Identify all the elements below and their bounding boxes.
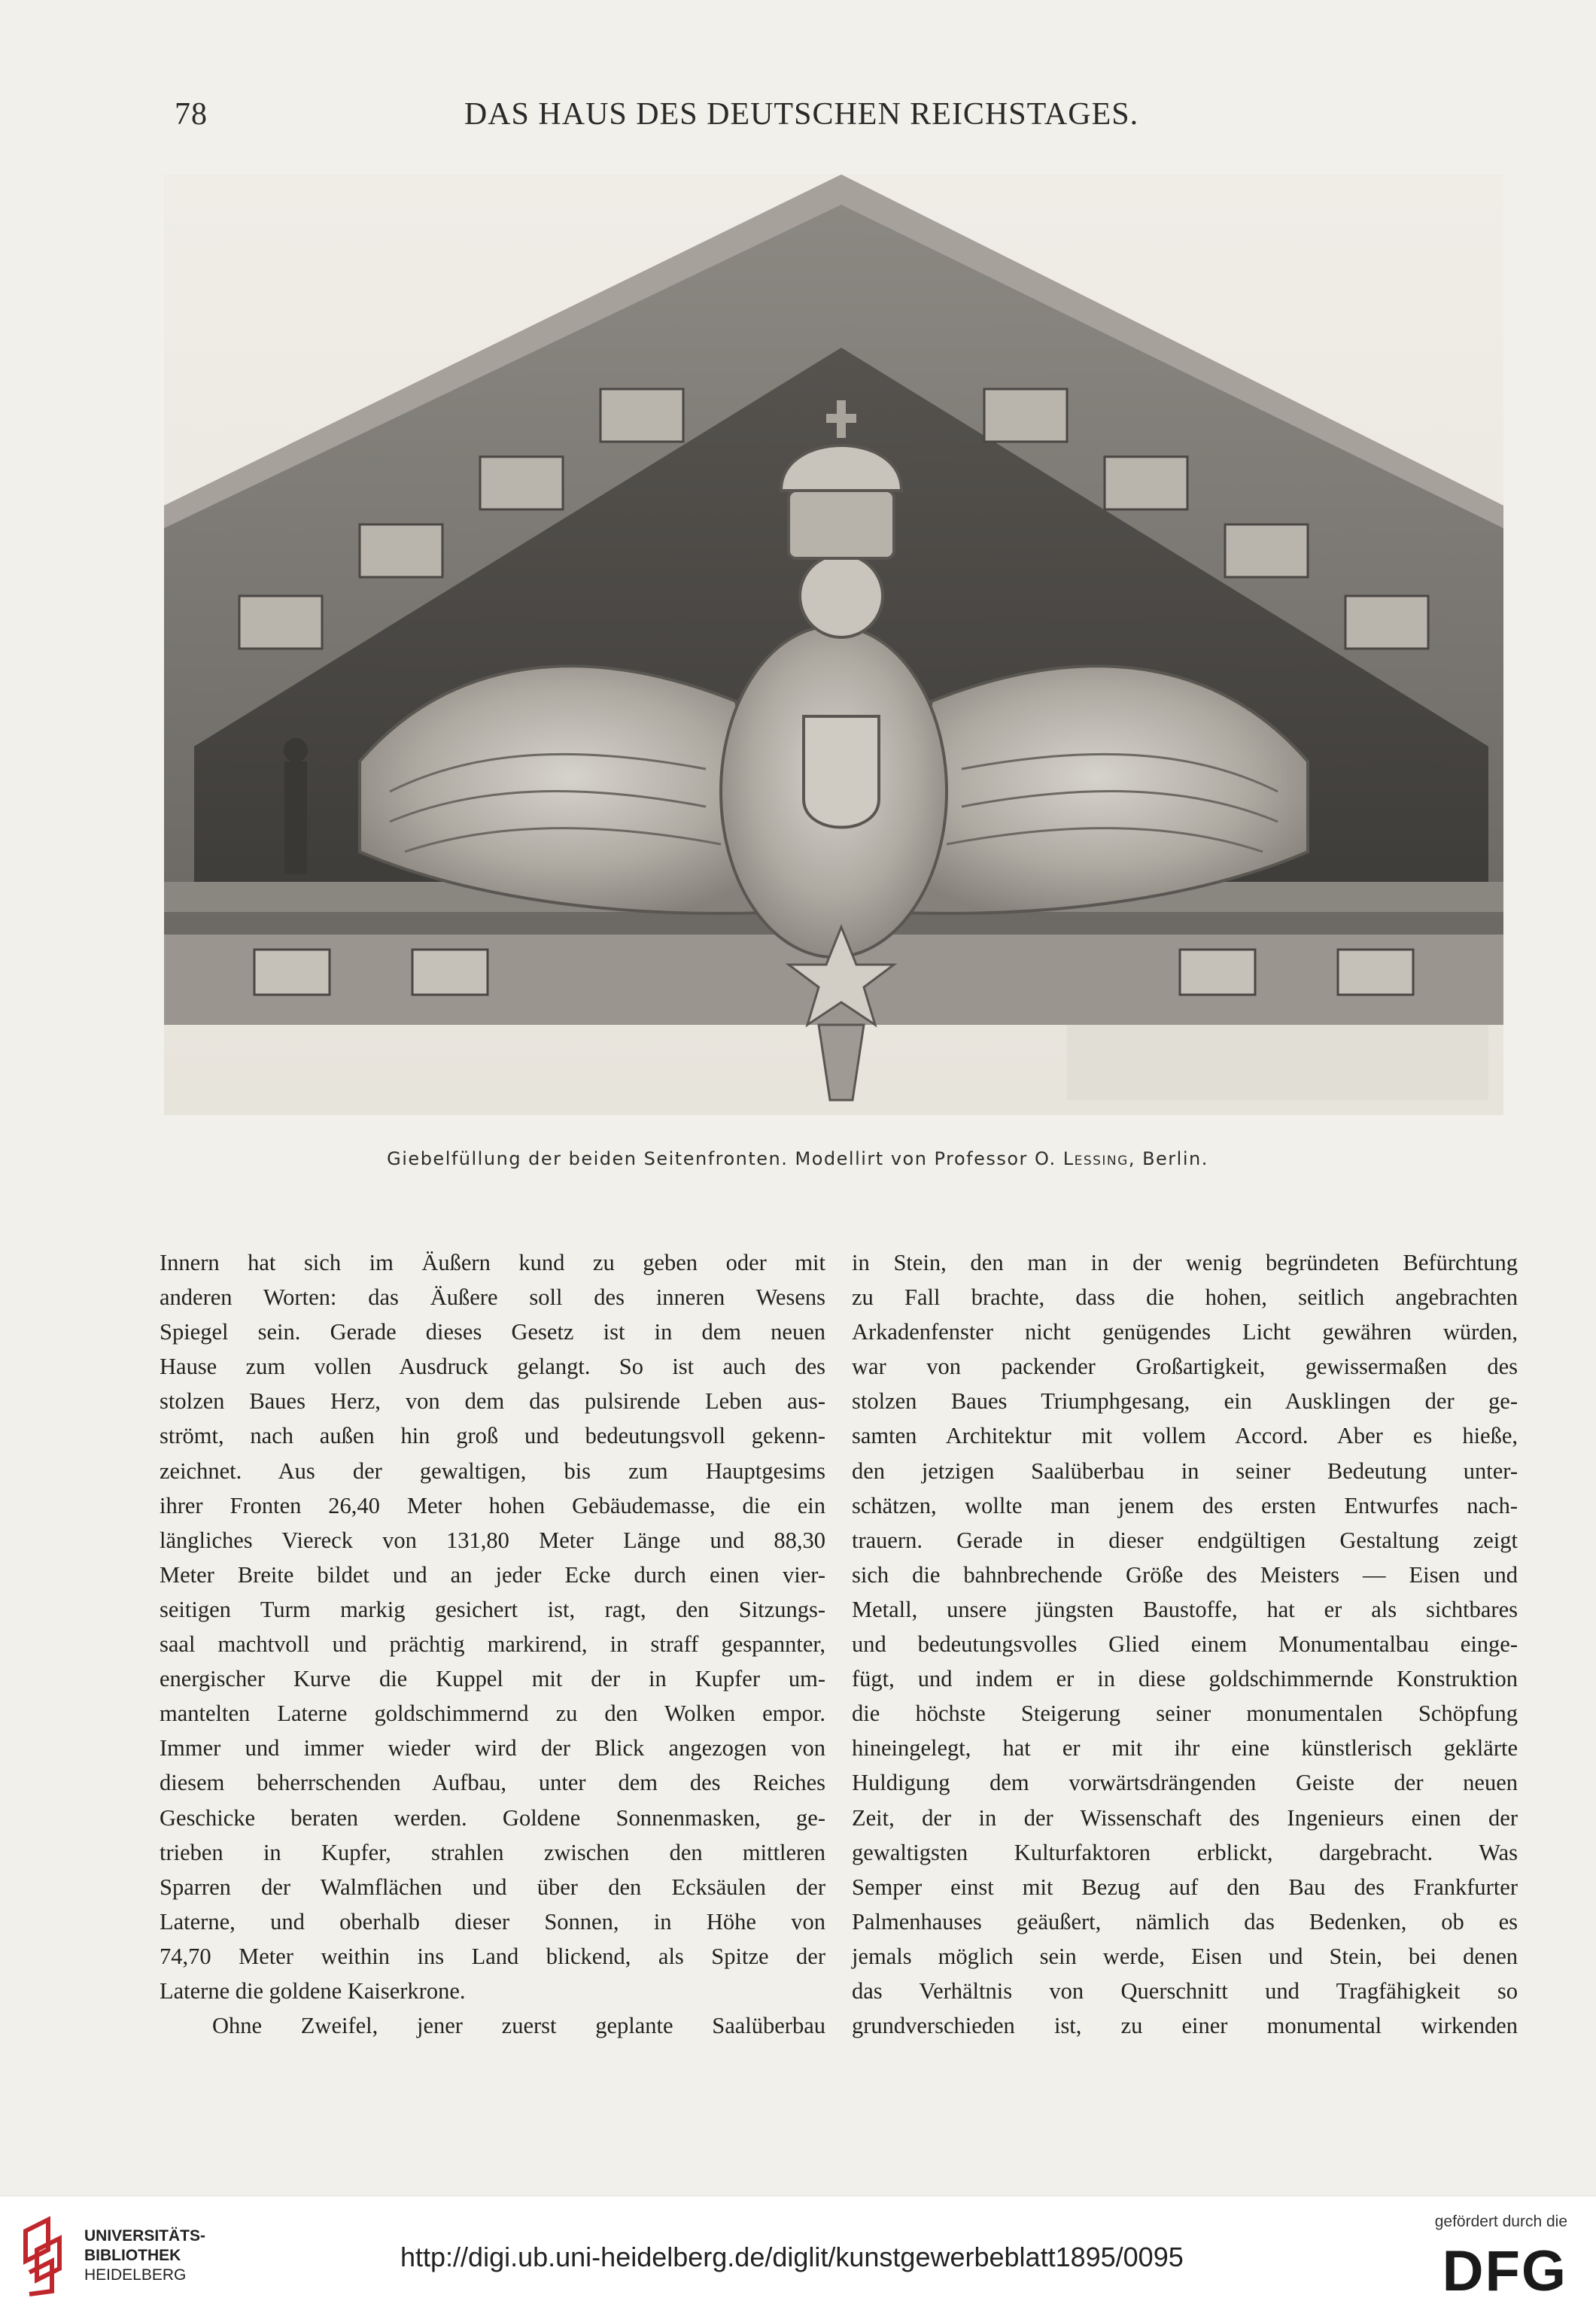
text-line: Semper einst mit Bezug auf den Bau des Frankfurter — [852, 1874, 1518, 1900]
text-line: Geschicke beraten werden. Goldene Sonnenmasken, ge- — [160, 1804, 825, 1831]
library-name-line: BIBLIOTHEK — [84, 2247, 181, 2264]
library-name — [84, 2226, 205, 2285]
library-name-line: UNIVERSITÄTS- — [84, 2227, 206, 2245]
text-line: saal machtvoll und prächtig markirend, in straff gespannter, — [160, 1631, 825, 1658]
text-line: Laterne, und oberhalb dieser Sonnen, in Höhe von — [160, 1908, 825, 1935]
text-line: Spiegel sein. Gerade dieses Gesetz ist in dem neuen — [160, 1319, 825, 1345]
page-number: 78 — [175, 97, 208, 132]
text-line: den jetzigen Saalüberbau in seiner Bedeutung unter- — [852, 1457, 1518, 1484]
text-line: Metall, unsere jüngsten Baustoffe, hat er als sichtbares — [852, 1596, 1518, 1622]
dfg-logo: DFG — [1442, 2239, 1567, 2303]
text-line: grundverschieden ist, zu einer monumental wirkenden — [852, 2013, 1518, 2039]
text-line: Palmenhauses geäußert, nämlich das Bedenken, ob es — [852, 1908, 1518, 1935]
text-line: schätzen, wollte man jenem des ersten Entwurfes nach- — [852, 1492, 1518, 1518]
text-line: Huldigung dem vorwärtsdrängenden Geiste der neuen — [852, 1770, 1518, 1796]
library-name-line: HEIDELBERG — [84, 2266, 187, 2284]
text-line: Arkadenfenster nicht genügendes Licht gewähren würden, — [852, 1319, 1518, 1345]
digitization-footer — [0, 2196, 1596, 2313]
permalink-url[interactable]: http://digi.ub.uni-heidelberg.de/diglit/kunstgewerbeblatt1895/0095 — [400, 2242, 1184, 2272]
text-line: längliches Viereck von 131,80 Meter Länge und 88,30 — [160, 1527, 825, 1553]
pediment-photograph — [164, 175, 1503, 1115]
text-line: anderen Worten: das Äußere soll des inneren Wesens — [160, 1284, 825, 1311]
text-line: Zeit, der in der Wissenschaft des Ingenieurs einen der — [852, 1804, 1518, 1831]
figure-caption — [150, 1148, 1445, 1169]
text-line: hineingelegt, hat er mit ihr eine künstlerisch geklärte — [852, 1735, 1518, 1761]
text-line: zu Fall brachte, dass die hohen, seitlich angebrachten — [852, 1284, 1518, 1311]
text-line: in Stein, den man in der wenig begründeten Befürchtung — [852, 1250, 1518, 1275]
caption-text-end: , Berlin. — [1128, 1148, 1208, 1169]
text-line: zeichnet. Aus der gewaltigen, bis zum Hauptgesims — [160, 1457, 825, 1484]
text-line: Hause zum vollen Ausdruck gelangt. So ist auch des — [160, 1354, 825, 1380]
caption-text: Giebelfüllung der beiden Seitenfronten. Modellirt von Professor O. — [387, 1148, 1063, 1169]
text-line: sich die bahnbrechende Größe des Meisters — Eisen und — [852, 1561, 1518, 1588]
text-line: war von packender Großartigkeit, gewissermaßen des — [852, 1354, 1518, 1380]
text-line: Laterne die goldene Kaiserkrone. — [160, 1977, 466, 2004]
page-header — [166, 96, 1437, 141]
caption-sculptor-name: Lessing — [1062, 1148, 1129, 1169]
text-line: Sparren der Walmflächen und über den Ecksäulen der — [160, 1874, 825, 1900]
pediment-relief-illustration — [164, 175, 1503, 1115]
running-title: DAS HAUS DES DEUTSCHEN REICHSTAGES. — [464, 97, 1139, 132]
text-line: seitigen Turm markig gesichert ist, ragt, den Sitzungs- — [160, 1596, 825, 1622]
text-line: gewaltigsten Kulturfaktoren erblickt, dargebracht. Was — [852, 1839, 1518, 1865]
text-line: diesem beherrschenden Aufbau, unter dem des Reiches — [160, 1770, 825, 1796]
text-line: trieben in Kupfer, strahlen zwischen den mittleren — [160, 1839, 825, 1865]
text-line: 74,70 Meter weithin ins Land blickend, als Spitze der — [160, 1943, 825, 1969]
text-line: mantelten Laterne goldschimmernd zu den Wolken empor. — [160, 1701, 825, 1727]
text-line: Innern hat sich im Äußern kund zu geben oder mit — [160, 1250, 825, 1275]
text-column-right — [852, 1245, 1518, 2043]
text-line: samten Architektur mit vollem Accord. Aber es hieße, — [852, 1423, 1518, 1449]
text-line: Immer und immer wieder wird der Blick angezogen von — [160, 1735, 825, 1761]
text-line: und bedeutungsvolles Glied einem Monumentalbau einge- — [852, 1631, 1518, 1658]
text-line: fügt, und indem er in diese goldschimmernde Konstruktion — [852, 1666, 1518, 1692]
university-library-logo-icon — [18, 2216, 71, 2297]
text-line: energischer Kurve die Kuppel mit der in Kupfer um- — [160, 1666, 825, 1692]
text-line: Ohne Zweifel, jener zuerst geplante Saalüberbau — [212, 2013, 825, 2039]
text-line: ihrer Fronten 26,40 Meter hohen Gebäudemasse, die ein — [160, 1492, 825, 1518]
text-line: das Verhältnis von Querschnitt und Tragfähigkeit so — [852, 1977, 1518, 2004]
text-line: Meter Breite bildet und an jeder Ecke durch einen vier- — [160, 1561, 825, 1588]
text-line: die höchste Steigerung seiner monumentalen Schöpfung — [852, 1701, 1518, 1727]
text-line: stolzen Baues Triumphgesang, ein Ausklingen der ge- — [852, 1388, 1518, 1415]
text-line: trauern. Gerade in dieser endgültigen Gestaltung zeigt — [852, 1527, 1518, 1553]
text-line: stolzen Baues Herz, von dem das pulsirende Leben aus- — [160, 1388, 825, 1415]
text-column-left — [160, 1245, 825, 2043]
text-line: strömt, nach außen hin groß und bedeutungsvoll gekenn- — [160, 1423, 825, 1449]
text-line: jemals möglich sein werde, Eisen und Stein, bei denen — [852, 1943, 1518, 1969]
funding-note: gefördert durch die — [1434, 2213, 1567, 2230]
